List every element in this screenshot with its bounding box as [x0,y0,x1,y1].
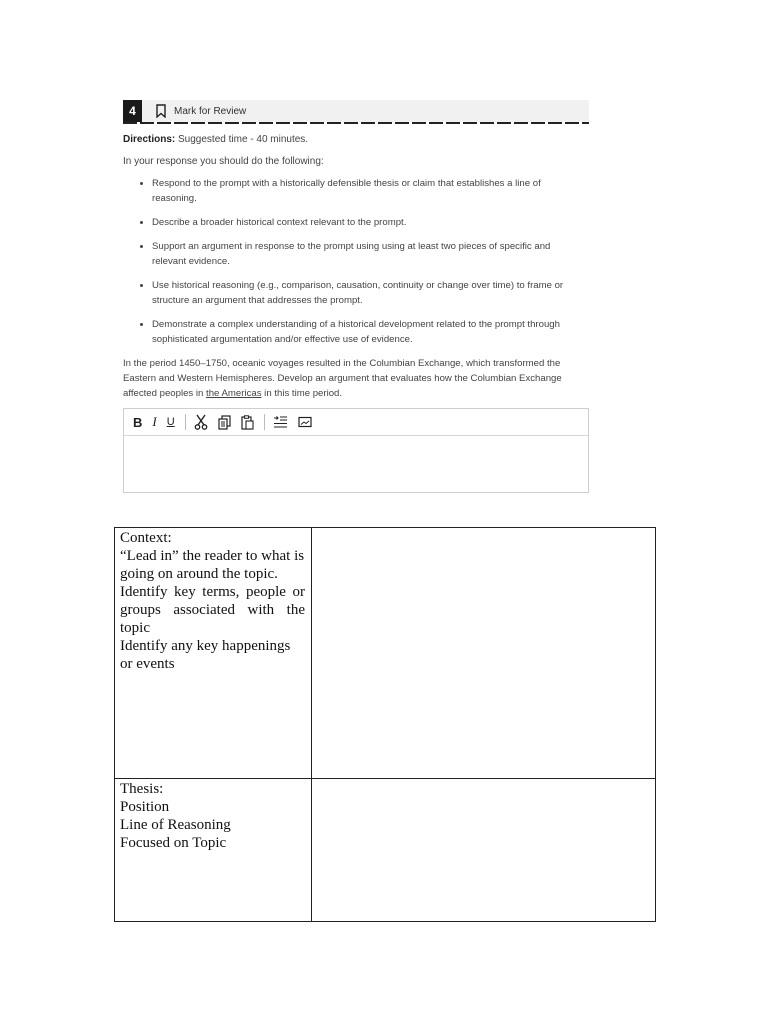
prompt-text-start: In the period 1450–1750, oceanic voyages resulted in the Columbian Exchange, which transformed the Eastern and Western Hemispheres. Develop an argument that evaluates how the Columbian Exchange affected peoples in [123,358,562,399]
thesis-item: Position [120,799,170,815]
indent-icon[interactable] [273,414,288,430]
underline-icon[interactable]: U [166,416,175,428]
intro-text: In your response you should do the following: [123,156,324,167]
toolbar-divider [185,414,186,430]
header-divider [123,122,589,124]
thesis-title: Thesis: [120,781,164,797]
question-screenshot [123,100,589,493]
bookmark-icon[interactable] [156,104,166,118]
cut-icon[interactable] [194,414,208,430]
response-textarea[interactable] [124,436,588,492]
thesis-cell [115,779,312,922]
context-line: “Lead in” the reader to what is going on around the topic. [120,548,305,582]
mark-for-review-button[interactable]: Mark for Review [174,105,247,117]
context-line: Identify key terms, people or groups associated with the topic [120,584,305,636]
copy-icon[interactable] [218,414,231,430]
question-header [123,100,589,122]
thesis-answer-cell[interactable] [312,779,656,922]
editor-toolbar [124,409,588,436]
prompt-text-end: in this time period. [261,388,343,399]
question-number: 4 [123,100,142,122]
context-answer-cell[interactable] [312,528,656,779]
paste-icon[interactable] [241,414,254,430]
thesis-item: Focused on Topic [120,835,227,851]
thesis-item: Line of Reasoning [120,817,231,833]
list-item: • Use historical reasoning (e.g., comparison, causation, continuity or change over time) to frame or structure an argument that addresses the prompt. [152,278,589,308]
directions-label: Directions: [123,134,176,145]
list-item: • Support an argument in response to the prompt using using at least two pieces of specific and relevant evidence. [152,239,589,269]
directions [123,134,589,145]
context-title: Context: [120,530,172,546]
table-row-context [115,528,656,779]
list-item: • Demonstrate a complex understanding of a historical development related to the prompt through sophisticated argumentation and/or effective use of evidence. [152,317,589,347]
image-icon[interactable] [298,414,312,430]
context-line: Identify any key happenings or events [120,638,291,672]
prompt-text [123,356,589,401]
table-row-thesis [115,779,656,922]
response-editor [123,408,589,493]
list-item: • Respond to the prompt with a historically defensible thesis or claim that establishes a line of reasoning. [152,176,589,206]
list-item: • Describe a broader historical context relevant to the prompt. [152,215,589,230]
toolbar-divider [264,414,265,430]
context-cell [115,528,312,779]
outline-table [114,527,656,922]
requirements-list [123,176,589,347]
italic-icon[interactable]: I [152,414,157,429]
bold-icon[interactable]: B [133,414,143,430]
directions-text: Suggested time - 40 minutes. [178,134,309,145]
americas-link[interactable]: the Americas [206,388,262,399]
